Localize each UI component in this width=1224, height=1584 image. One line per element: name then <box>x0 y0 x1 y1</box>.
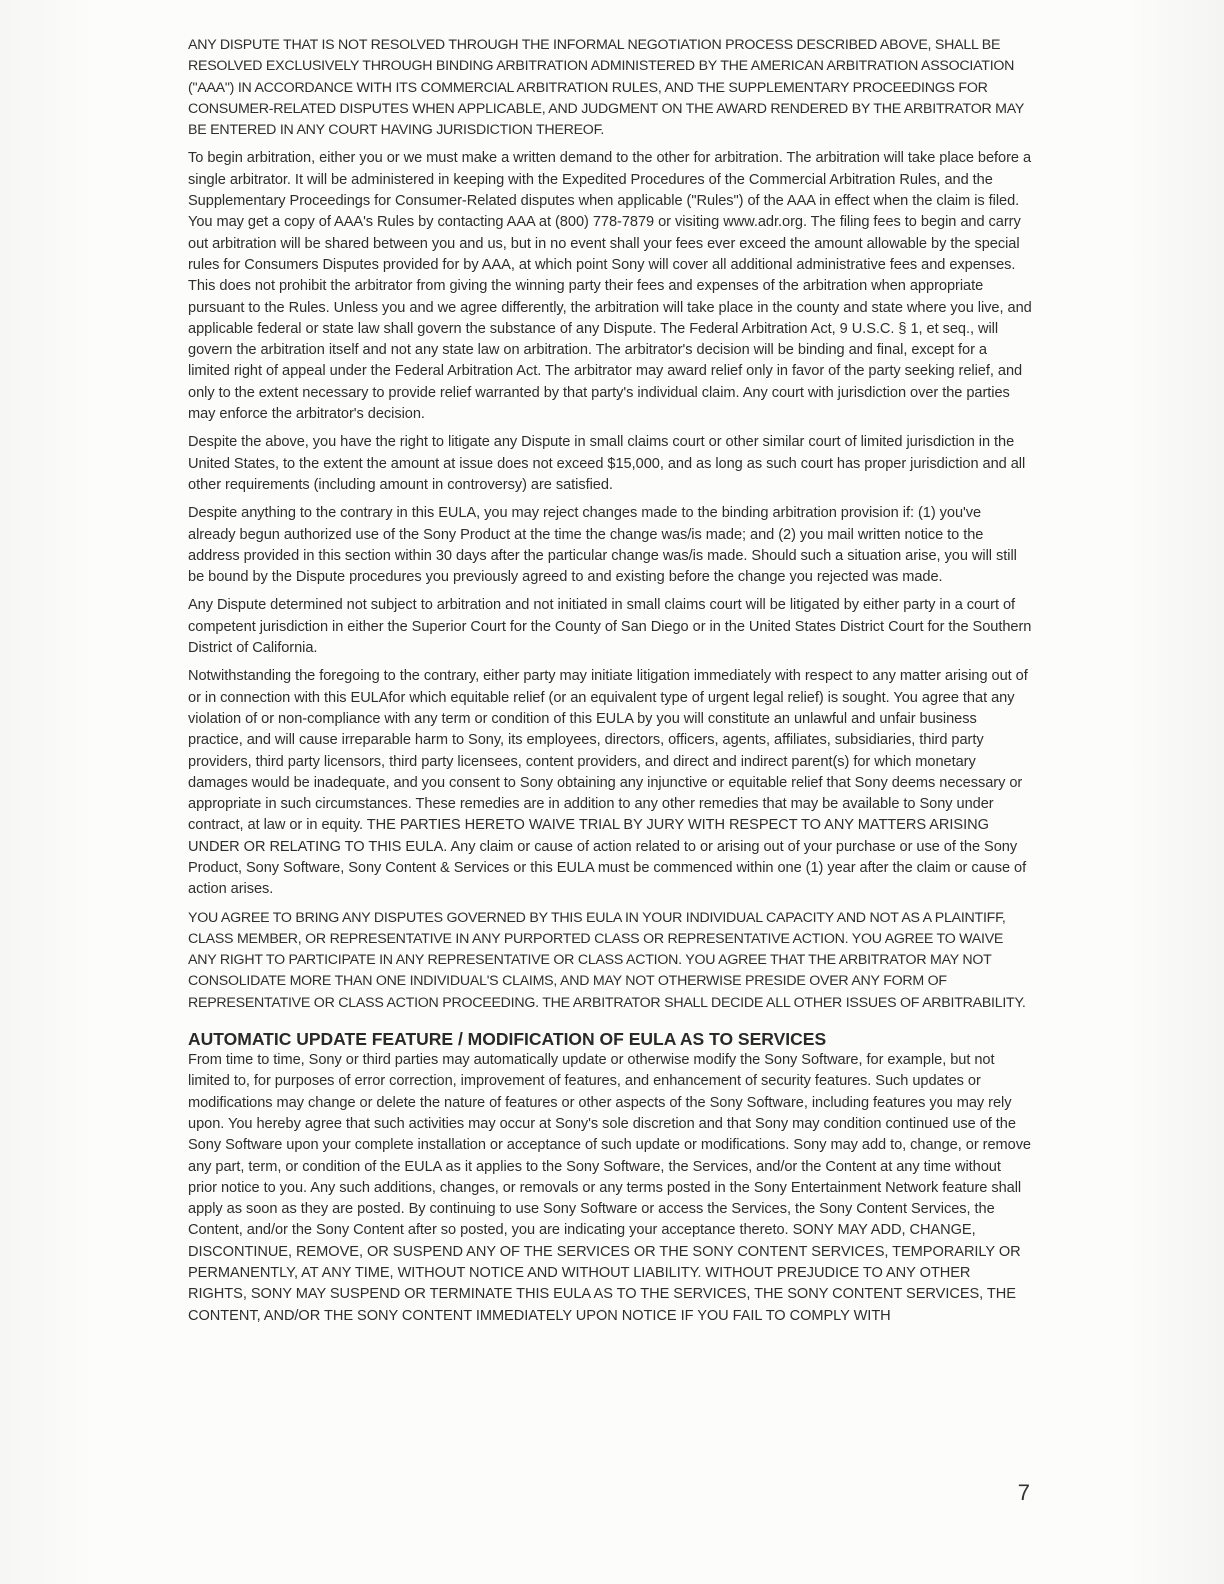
paragraph-reject-changes: Despite anything to the contrary in this EULA, you may reject changes made to the binding arbitration provision if: (1) you've already begun authorized use of the Sony Product at the time the change was/is made; and (2) you mail written notice to the address provided in this section within 30 days after the particular change was/is made. Should such a situation arise, you will still be bound by the Dispute procedures you previously agreed to and existing before the change you rejected was made. <box>188 505 1017 586</box>
paragraph-venue: Any Dispute determined not subject to arbitration and not initiated in small claims court will be litigated by either party in a court of competent jurisdiction in either the Superior Court for the County of San Diego or in the United States District Court for the Southern District of California. <box>188 597 1032 657</box>
paragraph-equitable-relief: Notwithstanding the foregoing to the contrary, either party may initiate litigation immediately with respect to any matter arising out of or in connection with this EULAfor which equitable relief (or an equivalent type of urgent legal relief) is sought. You agree that any violation of or non-compliance with any term or condition of this EULA by you will constitute an unlawful and unfair business practice, and will cause irreparable harm to Sony, its employees, directors, officers, agents, affiliates, subsidiaries, third party providers, third party licensors, third party licensees, content providers, and direct and indirect parent(s) for which monetary damages would be inadequate, and you consent to Sony obtaining any injunctive or equitable relief that Sony deems necessary or appropriate in such circumstances. These remedies are in addition to any other remedies that may be available to Sony under contract, at law or in equity. THE PARTIES HERETO WAIVE TRIAL BY JURY WITH RESPECT TO ANY MATTERS ARISING UNDER OR RELATING TO THIS EULA. Any claim or cause of action related to or arising out of your purchase or use of the Sony Product, Sony Software, Sony Content & Services or this EULA must be commenced within one (1) year after the claim or cause of action arises. <box>188 668 1028 898</box>
section-heading: AUTOMATIC UPDATE FEATURE / MODIFICATION OF EULA AS TO SERVICES <box>188 1029 827 1050</box>
document-body <box>188 35 1032 1334</box>
paragraph-begin-arbitration: To begin arbitration, either you or we must make a written demand to the other for arbitration. The arbitration will take place before a single arbitrator. It will be administered in keeping with the Expedited Procedures of the Commercial Arbitration Rules, and the Supplementary Proceedings for Consumer-Related disputes when applicable ("Rules") of the AAA in effect when the claim is filed. You may get a copy of AAA's Rules by contacting AAA at (800) 778-7879 or visiting www.adr.org. The filing fees to begin and carry out arbitration will be shared between you and us, but in no event shall your fees ever exceed the amount allowable by the special rules for Consumers Disputes provided for by AAA, at which point Sony will cover all additional administrative fees and expenses. This does not prohibit the arbitrator from giving the winning party their fees and expenses of the arbitration when appropriate pursuant to the Rules. Unless you and we agree differently, the arbitration will take place in the county and state where you live, and applicable federal or state law shall govern the substance of any Dispute. The Federal Arbitration Act, 9 U.S.C. § 1, et seq., will govern the arbitration itself and not any state law on arbitration. The arbitrator's decision will be binding and final, except for a limited right of appeal under the Federal Arbitration Act. The arbitrator may award relief only in favor of the party seeking relief, and only to the extent necessary to provide relief warranted by that party's individual claim. Any court with jurisdiction over the parties may enforce the arbitrator's decision. <box>188 150 1032 423</box>
paragraph-automatic-update: From time to time, Sony or third parties may automatically update or otherwise modify the Sony Software, for example, but not limited to, for purposes of error correction, improvement of features, and enhancement of security features. Such updates or modifications may change or delete the nature of features or other aspects of the Sony Software, including features you may rely upon. You hereby agree that such activities may occur at Sony's sole discretion and that Sony may condition continued use of the Sony Software upon your complete installation or acceptance of such update or modifications. Sony may add to, change, or remove any part, term, or condition of the EULA as it applies to the Sony Software, the Services, and/or the Content at any time without prior notice to you. Any such additions, changes, or removals or any terms posted in the Sony Entertainment Network feature shall apply as soon as they are posted. By continuing to use Sony Software or access the Services, the Sony Content Services, the Content, and/or the Sony Content after so posted, you are indicating your acceptance thereto. SONY MAY ADD, CHANGE, DISCONTINUE, REMOVE, OR SUSPEND ANY OF THE SERVICES OR THE SONY CONTENT SERVICES, TEMPORARILY OR PERMANENTLY, AT ANY TIME, WITHOUT NOTICE AND WITHOUT LIABILITY. WITHOUT PREJUDICE TO ANY OTHER RIGHTS, SONY MAY SUSPEND OR TERMINATE THIS EULA AS TO THE SERVICES, THE SONY CONTENT SERVICES, THE CONTENT, AND/OR THE SONY CONTENT IMMEDIATELY UPON NOTICE IF YOU FAIL TO COMPLY WITH <box>188 1052 1032 1324</box>
paragraph-arbitration-clause: ANY DISPUTE THAT IS NOT RESOLVED THROUGH THE INFORMAL NEGOTIATION PROCESS DESCRIBED ABOVE, SHALL BE RESOLVED EXCLUSIVELY THROUGH BINDING ARBITRATION ADMINISTERED BY THE AMERICAN ARBITRATION ASSOCIATION ("AAA") IN ACCORDANCE WITH ITS COMMERCIAL ARBITRATION RULES, AND THE SUPPLEMENTARY PROCEEDINGS FOR CONSUMER-RELATED DISPUTES WHEN APPLICABLE, AND JUDGMENT ON THE AWARD RENDERED BY THE ARBITRATOR MAY BE ENTERED IN ANY COURT HAVING JURISDICTION THEREOF. <box>188 37 1024 139</box>
paragraph-class-action-waiver: YOU AGREE TO BRING ANY DISPUTES GOVERNED BY THIS EULA IN YOUR INDIVIDUAL CAPACITY AND NOT AS A PLAINTIFF, CLASS MEMBER, OR REPRESENTATIVE IN ANY PURPORTED CLASS OR REPRESENTATIVE ACTION. YOU AGREE TO WAIVE ANY RIGHT TO PARTICIPATE IN ANY REPRESENTATIVE OR CLASS ACTION. YOU AGREE THAT THE ARBITRATOR MAY NOT CONSOLIDATE MORE THAN ONE INDIVIDUAL'S CLAIMS, AND MAY NOT OTHERWISE PRESIDE OVER ANY FORM OF REPRESENTATIVE OR CLASS ACTION PROCEEDING. THE ARBITRATOR SHALL DECIDE ALL OTHER ISSUES OF ARBITRABILITY. <box>188 909 1026 1011</box>
page-number: 7 <box>1017 1480 1030 1505</box>
paragraph-small-claims: Despite the above, you have the right to litigate any Dispute in small claims court or other similar court of limited jurisdiction in the United States, to the extent the amount at issue does not exceed $15,000, and as long as such court has proper jurisdiction and all other requirements (including amount in controversy) are satisfied. <box>188 434 1026 493</box>
